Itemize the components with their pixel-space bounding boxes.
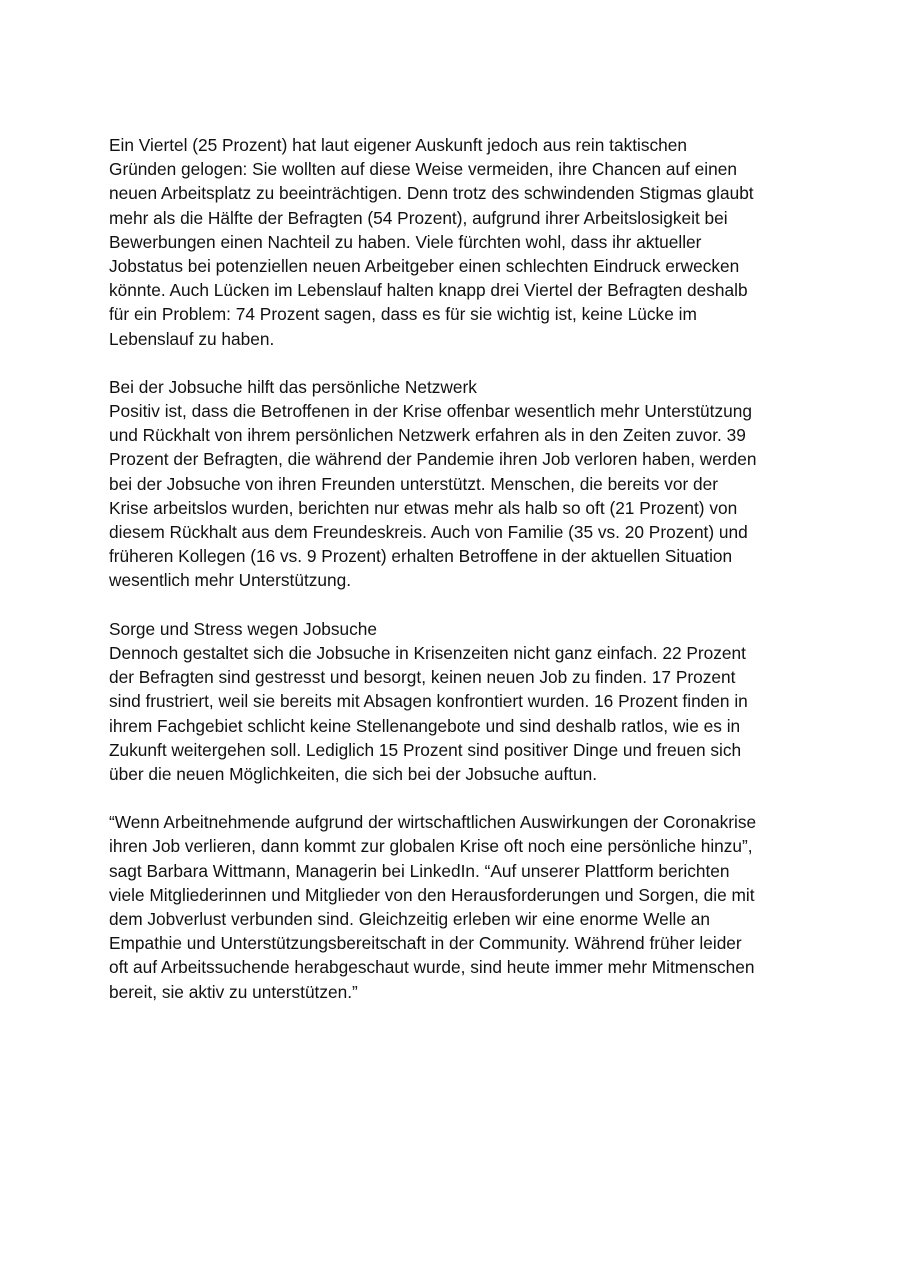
text-line: Jobstatus bei potenziellen neuen Arbeitgeber einen schlechten Eindruck erwecken — [109, 255, 740, 276]
paragraph-spacer — [109, 593, 809, 617]
text-line: Gründen gelogen: Sie wollten auf diese Weise vermeiden, ihre Chancen auf einen — [109, 159, 737, 180]
paragraph-spacer — [109, 786, 809, 810]
text-line: und Rückhalt von ihrem persönlichen Netzwerk erfahren als in den Zeiten zuvor. 39 — [109, 425, 746, 446]
text-line: Prozent der Befragten, die während der Pandemie ihren Job verloren haben, werden — [109, 449, 757, 470]
paragraph-spacer — [109, 351, 809, 375]
text-line: sagt Barbara Wittmann, Managerin bei LinkedIn. “Auf unserer Plattform berichten — [109, 860, 730, 881]
text-line: bei der Jobsuche von ihren Freunden unterstützt. Menschen, die bereits vor der — [109, 473, 719, 494]
text-line: könnte. Auch Lücken im Lebenslauf halten knapp drei Viertel der Befragten deshalb — [109, 280, 748, 301]
document-body — [109, 133, 809, 1004]
text-line: Empathie und Unterstützungsbereitschaft in der Community. Während früher leider — [109, 933, 742, 954]
text-line: über die neuen Möglichkeiten, die sich bei der Jobsuche auftun. — [109, 763, 598, 784]
text-line: sind frustriert, weil sie bereits mit Absagen konfrontiert wurden. 16 Prozent finden in — [109, 691, 748, 712]
text-line: neuen Arbeitsplatz zu beeinträchtigen. Denn trotz des schwindenden Stigmas glaubt — [109, 183, 754, 204]
text-line: Positiv ist, dass die Betroffenen in der Krise offenbar wesentlich mehr Unterstützung — [109, 401, 752, 422]
text-line: ihren Job verlieren, dann kommt zur globalen Krise oft noch eine persönliche hinzu”, — [109, 836, 753, 857]
text-line: bereit, sie aktiv zu unterstützen.” — [109, 981, 358, 1002]
section-heading-stress: Sorge und Stress wegen Jobsuche — [109, 618, 378, 639]
text-line: wesentlich mehr Unterstützung. — [109, 570, 352, 591]
text-line: Ein Viertel (25 Prozent) hat laut eigener Auskunft jedoch aus rein taktischen — [109, 135, 687, 155]
text-line: für ein Problem: 74 Prozent sagen, dass es für sie wichtig ist, keine Lücke im — [109, 304, 697, 325]
text-line: ihrem Fachgebiet schlicht keine Stellenangebote und sind deshalb ratlos, wie es in — [109, 715, 741, 736]
section-heading-network: Bei der Jobsuche hilft das persönliche Netzwerk — [109, 376, 477, 397]
text-line: oft auf Arbeitssuchende herabgeschaut wurde, sind heute immer mehr Mitmenschen — [109, 957, 755, 978]
text-line: Dennoch gestaltet sich die Jobsuche in Krisenzeiten nicht ganz einfach. 22 Prozent — [109, 642, 746, 663]
text-line: dem Jobverlust verbunden sind. Gleichzeitig erleben wir eine enorme Welle an — [109, 909, 711, 929]
text-line: der Befragten sind gestresst und besorgt, keinen neuen Job zu finden. 17 Prozent — [109, 667, 736, 688]
text-line: diesem Rückhalt aus dem Freundeskreis. Auch von Familie (35 vs. 20 Prozent) und — [109, 522, 748, 542]
text-line: mehr als die Hälfte der Befragten (54 Prozent), aufgrund ihrer Arbeitslosigkeit bei — [109, 207, 728, 228]
text-line: Lebenslauf zu haben. — [109, 328, 275, 349]
text-line: Zukunft weitergehen soll. Lediglich 15 Prozent sind positiver Dinge und freuen sich — [109, 739, 742, 760]
text-line: Krise arbeitslos wurden, berichten nur etwas mehr als halb so oft (21 Prozent) von — [109, 497, 738, 518]
paragraph-job-search-stress — [109, 641, 809, 786]
text-line: viele Mitgliederinnen und Mitglieder von den Herausforderungen und Sorgen, die mit — [109, 884, 755, 905]
paragraph-network-support — [109, 399, 809, 593]
paragraph-linkedin-quote — [109, 810, 809, 1004]
text-line: früheren Kollegen (16 vs. 9 Prozent) erhalten Betroffene in der aktuellen Situation — [109, 546, 733, 567]
paragraph-unemployment-lies — [109, 133, 809, 351]
text-line: “Wenn Arbeitnehmende aufgrund der wirtschaftlichen Auswirkungen der Coronakrise — [109, 812, 757, 833]
text-line: Bewerbungen einen Nachteil zu haben. Viele fürchten wohl, dass ihr aktueller — [109, 231, 702, 252]
